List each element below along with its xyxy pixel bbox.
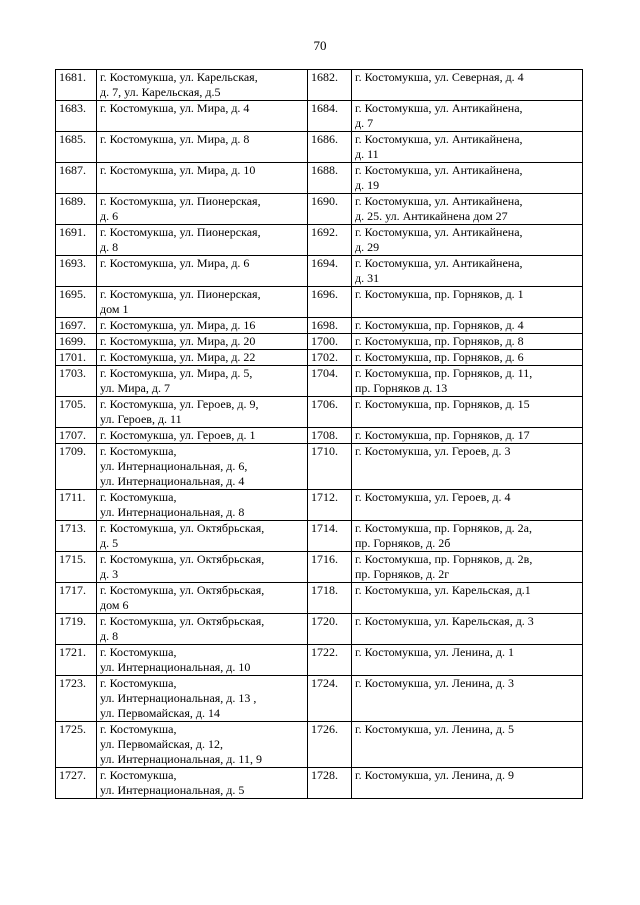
entry-address: г. Костомукша, ул. Интернациональная, д. 13 , ул. Первомайская, д. 14 [97, 676, 308, 722]
entry-number: 1717. [56, 583, 97, 614]
entry-address: г. Костомукша, ул. Мира, д. 8 [97, 132, 308, 163]
entry-number: 1696. [308, 287, 352, 318]
page-number: 70 [313, 38, 327, 53]
table-row [56, 645, 583, 676]
entry-address: г. Костомукша, пр. Горняков, д. 1 [352, 287, 583, 318]
entry-address: г. Костомукша, ул. Антикайнена, д. 7 [352, 101, 583, 132]
entry-address: г. Костомукша, ул. Октябрьская, дом 6 [97, 583, 308, 614]
address-table-body [56, 70, 583, 799]
table-row [56, 722, 583, 768]
entry-address: г. Костомукша, ул. Мира, д. 6 [97, 256, 308, 287]
entry-address: г. Костомукша, пр. Горняков, д. 2в, пр. Горняков, д. 2г [352, 552, 583, 583]
entry-address: г. Костомукша, ул. Мира, д. 16 [97, 318, 308, 334]
table-row [56, 676, 583, 722]
entry-address: г. Костомукша, пр. Горняков, д. 8 [352, 334, 583, 350]
entry-number: 1686. [308, 132, 352, 163]
entry-number: 1725. [56, 722, 97, 768]
entry-number: 1683. [56, 101, 97, 132]
entry-number: 1720. [308, 614, 352, 645]
entry-number: 1703. [56, 366, 97, 397]
entry-address: г. Костомукша, ул. Интернациональная, д. 10 [97, 645, 308, 676]
table-row [56, 350, 583, 366]
entry-address: г. Костомукша, ул. Мира, д. 22 [97, 350, 308, 366]
table-row [56, 614, 583, 645]
entry-address: г. Костомукша, ул. Героев, д. 4 [352, 490, 583, 521]
entry-number: 1728. [308, 768, 352, 799]
entry-address: г. Костомукша, ул. Мира, д. 5, ул. Мира, д. 7 [97, 366, 308, 397]
entry-number: 1724. [308, 676, 352, 722]
entry-number: 1682. [308, 70, 352, 101]
table-row [56, 194, 583, 225]
entry-number: 1726. [308, 722, 352, 768]
entry-number: 1707. [56, 428, 97, 444]
entry-address: г. Костомукша, пр. Горняков, д. 11, пр. Горняков д. 13 [352, 366, 583, 397]
table-row [56, 256, 583, 287]
table-row [56, 101, 583, 132]
table-row [56, 552, 583, 583]
entry-address: г. Костомукша, ул. Антикайнена, д. 25. ул. Антикайнена дом 27 [352, 194, 583, 225]
entry-number: 1688. [308, 163, 352, 194]
entry-address: г. Костомукша, ул. Пионерская, дом 1 [97, 287, 308, 318]
entry-address: г. Костомукша, ул. Пионерская, д. 6 [97, 194, 308, 225]
entry-address: г. Костомукша, ул. Ленина, д. 5 [352, 722, 583, 768]
table-row [56, 490, 583, 521]
entry-address: г. Костомукша, ул. Антикайнена, д. 19 [352, 163, 583, 194]
entry-number: 1716. [308, 552, 352, 583]
entry-number: 1698. [308, 318, 352, 334]
entry-address: г. Костомукша, ул. Ленина, д. 9 [352, 768, 583, 799]
entry-number: 1710. [308, 444, 352, 490]
entry-number: 1721. [56, 645, 97, 676]
table-row [56, 225, 583, 256]
entry-address: г. Костомукша, ул. Карельская, д. 3 [352, 614, 583, 645]
entry-address: г. Костомукша, ул. Ленина, д. 3 [352, 676, 583, 722]
entry-number: 1701. [56, 350, 97, 366]
table-row [56, 768, 583, 799]
entry-address: г. Костомукша, пр. Горняков, д. 2а, пр. Горняков, д. 2б [352, 521, 583, 552]
entry-address: г. Костомукша, ул. Интернациональная, д. 8 [97, 490, 308, 521]
entry-address: г. Костомукша, пр. Горняков, д. 17 [352, 428, 583, 444]
entry-number: 1713. [56, 521, 97, 552]
entry-number: 1727. [56, 768, 97, 799]
entry-number: 1684. [308, 101, 352, 132]
entry-address: г. Костомукша, ул. Антикайнена, д. 29 [352, 225, 583, 256]
entry-address: г. Костомукша, ул. Октябрьская, д. 8 [97, 614, 308, 645]
table-row [56, 444, 583, 490]
entry-number: 1715. [56, 552, 97, 583]
entry-address: г. Костомукша, ул. Антикайнена, д. 31 [352, 256, 583, 287]
table-row [56, 521, 583, 552]
entry-number: 1719. [56, 614, 97, 645]
entry-address: г. Костомукша, пр. Горняков, д. 15 [352, 397, 583, 428]
entry-address: г. Костомукша, ул. Октябрьская, д. 3 [97, 552, 308, 583]
table-row [56, 318, 583, 334]
entry-address: г. Костомукша, ул. Северная, д. 4 [352, 70, 583, 101]
entry-number: 1699. [56, 334, 97, 350]
entry-number: 1702. [308, 350, 352, 366]
table-row [56, 132, 583, 163]
entry-number: 1681. [56, 70, 97, 101]
entry-address: г. Костомукша, ул. Ленина, д. 1 [352, 645, 583, 676]
table-row [56, 163, 583, 194]
table-row [56, 334, 583, 350]
entry-number: 1691. [56, 225, 97, 256]
entry-number: 1700. [308, 334, 352, 350]
entry-number: 1723. [56, 676, 97, 722]
entry-number: 1722. [308, 645, 352, 676]
entry-number: 1690. [308, 194, 352, 225]
table-row [56, 428, 583, 444]
entry-address: г. Костомукша, ул. Карельская, д.1 [352, 583, 583, 614]
table-row [56, 70, 583, 101]
entry-address: г. Костомукша, ул. Интернациональная, д. 5 [97, 768, 308, 799]
entry-number: 1687. [56, 163, 97, 194]
entry-address: г. Костомукша, ул. Первомайская, д. 12, ул. Интернациональная, д. 11, 9 [97, 722, 308, 768]
entry-address: г. Костомукша, ул. Карельская, д. 7, ул. Карельская, д.5 [97, 70, 308, 101]
entry-number: 1693. [56, 256, 97, 287]
entry-number: 1705. [56, 397, 97, 428]
entry-number: 1694. [308, 256, 352, 287]
entry-address: г. Костомукша, ул. Героев, д. 3 [352, 444, 583, 490]
entry-address: г. Костомукша, ул. Мира, д. 10 [97, 163, 308, 194]
entry-number: 1706. [308, 397, 352, 428]
entry-number: 1712. [308, 490, 352, 521]
entry-number: 1708. [308, 428, 352, 444]
entry-number: 1714. [308, 521, 352, 552]
entry-address: г. Костомукша, ул. Мира, д. 20 [97, 334, 308, 350]
entry-number: 1711. [56, 490, 97, 521]
entry-address: г. Костомукша, ул. Героев, д. 9, ул. Героев, д. 11 [97, 397, 308, 428]
entry-address: г. Костомукша, ул. Интернациональная, д. 6, ул. Интернациональная, д. 4 [97, 444, 308, 490]
entry-number: 1697. [56, 318, 97, 334]
entry-number: 1685. [56, 132, 97, 163]
entry-address: г. Костомукша, ул. Антикайнена, д. 11 [352, 132, 583, 163]
address-table [55, 69, 583, 799]
entry-address: г. Костомукша, ул. Пионерская, д. 8 [97, 225, 308, 256]
entry-address: г. Костомукша, пр. Горняков, д. 4 [352, 318, 583, 334]
entry-address: г. Костомукша, пр. Горняков, д. 6 [352, 350, 583, 366]
entry-number: 1704. [308, 366, 352, 397]
entry-address: г. Костомукша, ул. Октябрьская, д. 5 [97, 521, 308, 552]
entry-number: 1689. [56, 194, 97, 225]
entry-number: 1692. [308, 225, 352, 256]
entry-number: 1695. [56, 287, 97, 318]
table-row [56, 397, 583, 428]
entry-address: г. Костомукша, ул. Мира, д. 4 [97, 101, 308, 132]
table-row [56, 366, 583, 397]
entry-address: г. Костомукша, ул. Героев, д. 1 [97, 428, 308, 444]
table-row [56, 287, 583, 318]
entry-number: 1718. [308, 583, 352, 614]
table-row [56, 583, 583, 614]
entry-number: 1709. [56, 444, 97, 490]
